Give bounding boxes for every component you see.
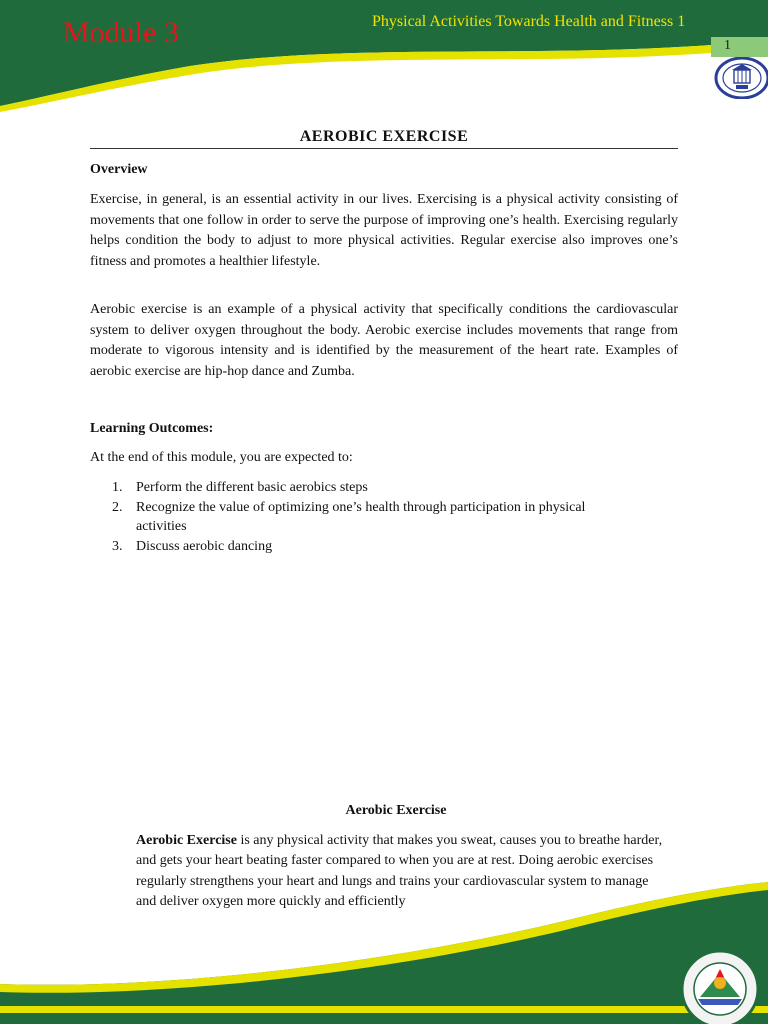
definition-title: Aerobic Exercise [345, 803, 447, 818]
definition-term: Aerobic Exercise [136, 833, 237, 848]
list-item-text: Recognize the value of optimizing one’s health through participation in physical activities [136, 500, 586, 534]
learning-outcomes-heading: Learning Outcomes: [90, 421, 214, 436]
course-title: Physical Activities Towards Health and Fitness 1 [372, 13, 686, 30]
title-divider [90, 148, 678, 149]
list-item [90, 538, 630, 557]
learning-outcomes-intro: At the end of this module, you are expected to: [90, 450, 353, 465]
learning-outcomes-list [90, 479, 630, 558]
module-title: Module 3 [63, 16, 179, 49]
university-seal-icon [678, 947, 762, 1024]
university-seal-icon [714, 57, 768, 99]
list-item-text: Perform the different basic aerobics steps [136, 480, 368, 495]
overview-paragraph-1: Exercise, in general, is an essential activity in our lives. Exercising is a physical activity consisting of movements that one follow in order to serve the purpose of improving one’s health. Exercising regularly helps condition the body to adjust to more physical activities. Regular exercise also improves one’s fitness and promotes a healthier lifestyle. [90, 192, 678, 269]
list-item-number: 1. [112, 480, 123, 495]
page-number: 1 [724, 38, 731, 53]
footer-banner [0, 840, 768, 1024]
list-item-number: 2. [112, 500, 123, 515]
list-item-text: Discuss aerobic dancing [136, 538, 273, 554]
overview-heading: Overview [90, 162, 148, 177]
definition-text: is any physical activity that makes you sweat, causes you to breathe harder, and gets your heart beating faster compared to when you are at rest. Doing aerobic exercises regularly strengthens your heart and lungs and trains your cardiovascular system to manage and deliver oxygen more quickly and efficiently [136, 833, 663, 909]
overview-paragraph-2: Aerobic exercise is an example of a physical activity that specifically conditions the cardiovascular system to deliver oxygen throughout the body. Aerobic exercise includes movements that range from moderate to vigorous intensity and is identified by the measurement of the heart rate. Examples of aerobic exercise are hip-hop dance and Zumba. [90, 302, 678, 379]
list-item [90, 499, 630, 536]
page-number-box [711, 37, 768, 57]
list-item-number: 3. [112, 538, 123, 554]
document-title: AEROBIC EXERCISE [299, 128, 469, 145]
list-item [90, 479, 630, 498]
